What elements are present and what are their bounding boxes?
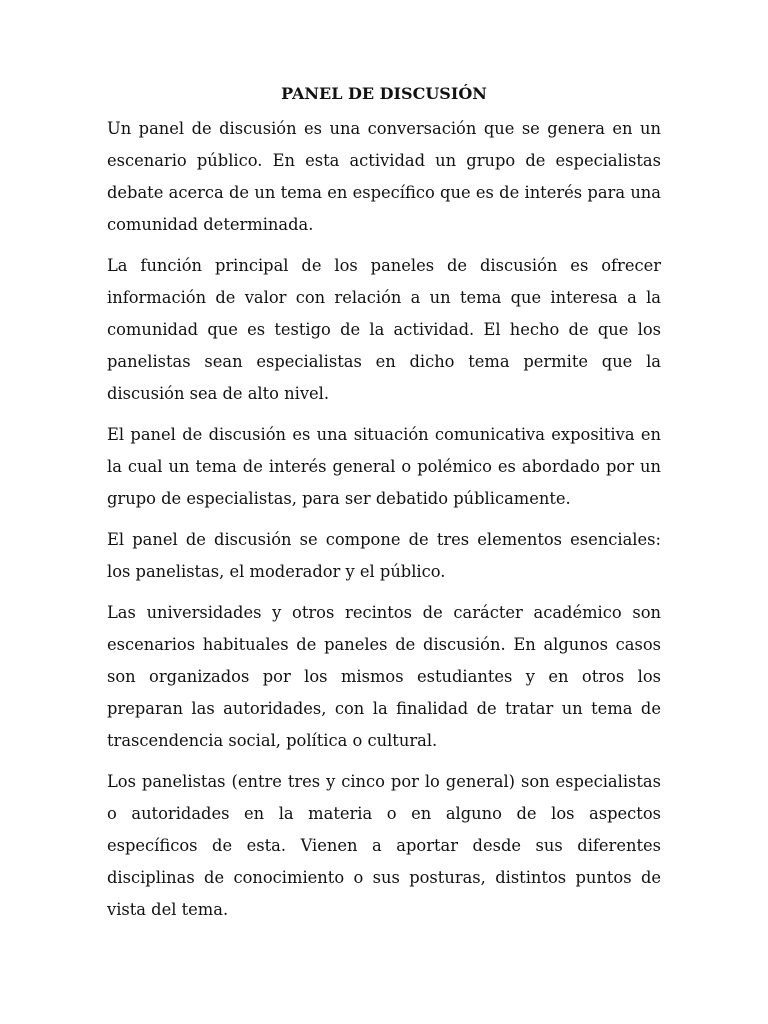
paragraph-function: La función principal de los paneles de discusión es ofrecer información de valor con relación a un tema que interesa a la comunidad que es testigo de la actividad. El hecho de que los panelistas sean especialistas en dicho tema permite que la discusión sea de alto nivel. [107,256,661,403]
document-title: PANEL DE DISCUSIÓN [281,84,487,103]
paragraph-panelists: Los panelistas (entre tres y cinco por lo general) son especialistas o autoridades en la materia o en alguno de los aspectos específicos de esta. Vienen a aportar desde sus diferentes disciplinas de conocimiento o sus posturas, distintos puntos de vista del tema. [107,772,661,919]
paragraph-academic-settings: Las universidades y otros recintos de carácter académico son escenarios habituales de paneles de discusión. En algunos casos son organizados por los mismos estudiantes y en otros los preparan las autoridades, con la finalidad de tratar un tema de trascendencia social, política o cultural. [107,603,661,750]
paragraph-elements: El panel de discusión se compone de tres elementos esenciales: los panelistas, el moderador y el público. [107,530,661,581]
document-body [107,80,661,935]
paragraph-communicative-situation: El panel de discusión es una situación comunicativa expositiva en la cual un tema de interés general o polémico es abordado por un grupo de especialistas, para ser debatido públicamente. [107,425,661,508]
paragraph-definition: Un panel de discusión es una conversación que se genera en un escenario público. En esta actividad un grupo de especialistas debate acerca de un tema en específico que es de interés para una comunidad determinada. [107,119,661,234]
